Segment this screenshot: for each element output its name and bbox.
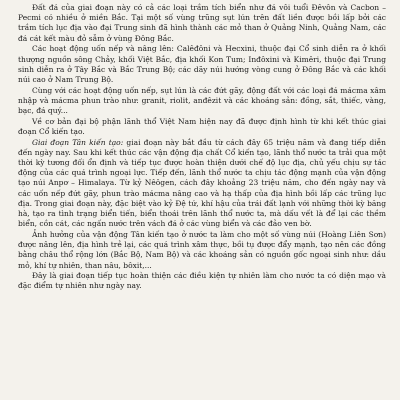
paragraph-neotectonic-stage bbox=[18, 138, 386, 230]
paragraph-text: Đất đá của giai đoạn này có cả các loại trầm tích biển như đá vôi tuổi Đêvôn và Cacbon – Pecmi có nhiều ở miền Bắc. Tại một số vùng trũng sụt lún trên đất liền được bồi lấp bởi các trầm tích lục địa vào đại Trung sinh đã hình thành các mỏ than ở Quảng Ninh, Quảng Nam, các đá cát kết màu đỏ sẫm ở vùng Đông Bắc. bbox=[18, 3, 386, 43]
paragraph-text: Cùng với các hoạt động uốn nếp, sụt lún là các đứt gãy, động đất với các loại đá mácma xâm nhập và mácma phun trào như: granit, riolit, anđêzit và các khoáng sản: đồng, sắt, thiếc, vàng, bạc, đá quý... bbox=[18, 85, 386, 116]
paragraph-text: Về cơ bản đại bộ phận lãnh thổ Việt Nam hiện nay đã được định hình từ khi kết thúc giai đoạn Cổ kiến tạo. bbox=[18, 116, 386, 136]
paragraph-faults-minerals bbox=[18, 86, 386, 117]
paragraph-conclusion bbox=[18, 271, 386, 291]
paragraph-territory-shaped bbox=[18, 117, 386, 137]
paragraph-sediments bbox=[18, 3, 386, 44]
paragraph-neotectonic-effects bbox=[18, 230, 386, 271]
paragraph-text: Đây là giai đoạn tiếp tục hoàn thiện các điều kiện tự nhiên làm cho nước ta có diện mạo và đặc điểm tự nhiên như ngày nay. bbox=[18, 271, 386, 291]
paragraph-lead-heading: Giai đoạn Tân kiến tạo: bbox=[32, 137, 124, 147]
paragraph-text: Ảnh hưởng của vận động Tân kiến tạo ở nước ta làm cho một số vùng núi (Hoàng Liên Sơn) được nâng lên, địa hình trẻ lại, các quá trình xâm thực, bồi tụ được đẩy mạnh, tạo nên các đồng bằng châu thổ rộng lớn (Bắc Bộ, Nam Bộ) và các khoáng sản có nguồn gốc ngoại sinh như: dầu mỏ, khí tự nhiên, than nâu, bôxit,... bbox=[18, 229, 386, 270]
paragraph-text: giai đoạn này bắt đầu từ cách đây 65 triệu năm và đang tiếp diễn đến ngày nay. Sau khi kết thúc các vận động địa chất Cổ kiến tạo, lãnh thổ nước ta trải qua một thời kỳ tương đối ổn định và tiếp tục được hoàn thiện dưới chế độ lục địa, chủ yếu chịu sự tác động của các quá trình ngoại lực. Tiếp đến, lãnh thổ nước ta chịu tác động mạnh của vận động tạo núi Anpơ – Himalaya. Từ kỷ Nêôgen, cách đây khoảng 23 triệu năm, cho đến ngày nay và các uốn nếp đứt gãy, phun trào mácma nâng cao và hạ thấp của địa hình bồi lấp các trũng lục địa. Trong giai đoạn này, đặc biệt vào kỷ Đệ tứ, khí hậu của trái đất lạnh với những thời kỳ băng hà, tạo ra tình trạng biển tiến, biển thoái trên lãnh thổ nước ta, mà dấu vết là để lại các thềm biển, cồn cát, các ngấn nước trên vách đá ở các vùng biển và các đảo ven bờ. bbox=[18, 137, 386, 229]
paragraph-text: Các hoạt động uốn nếp và nâng lên: Calêđôni và Hecxini, thuộc đại Cổ sinh diễn ra ở khối thượng nguồn sông Chảy, khối Việt Bắc, địa khối Kon Tum; Inđôxini và Kimêri, thuộc đại Trung sinh diễn ra ở Tây Bắc và Bắc Trung Bộ; các dãy núi hướng vòng cung ở Đông Bắc và các khối núi cao ở Nam Trung Bộ. bbox=[18, 44, 386, 84]
paragraph-folding-uplift bbox=[18, 44, 386, 85]
